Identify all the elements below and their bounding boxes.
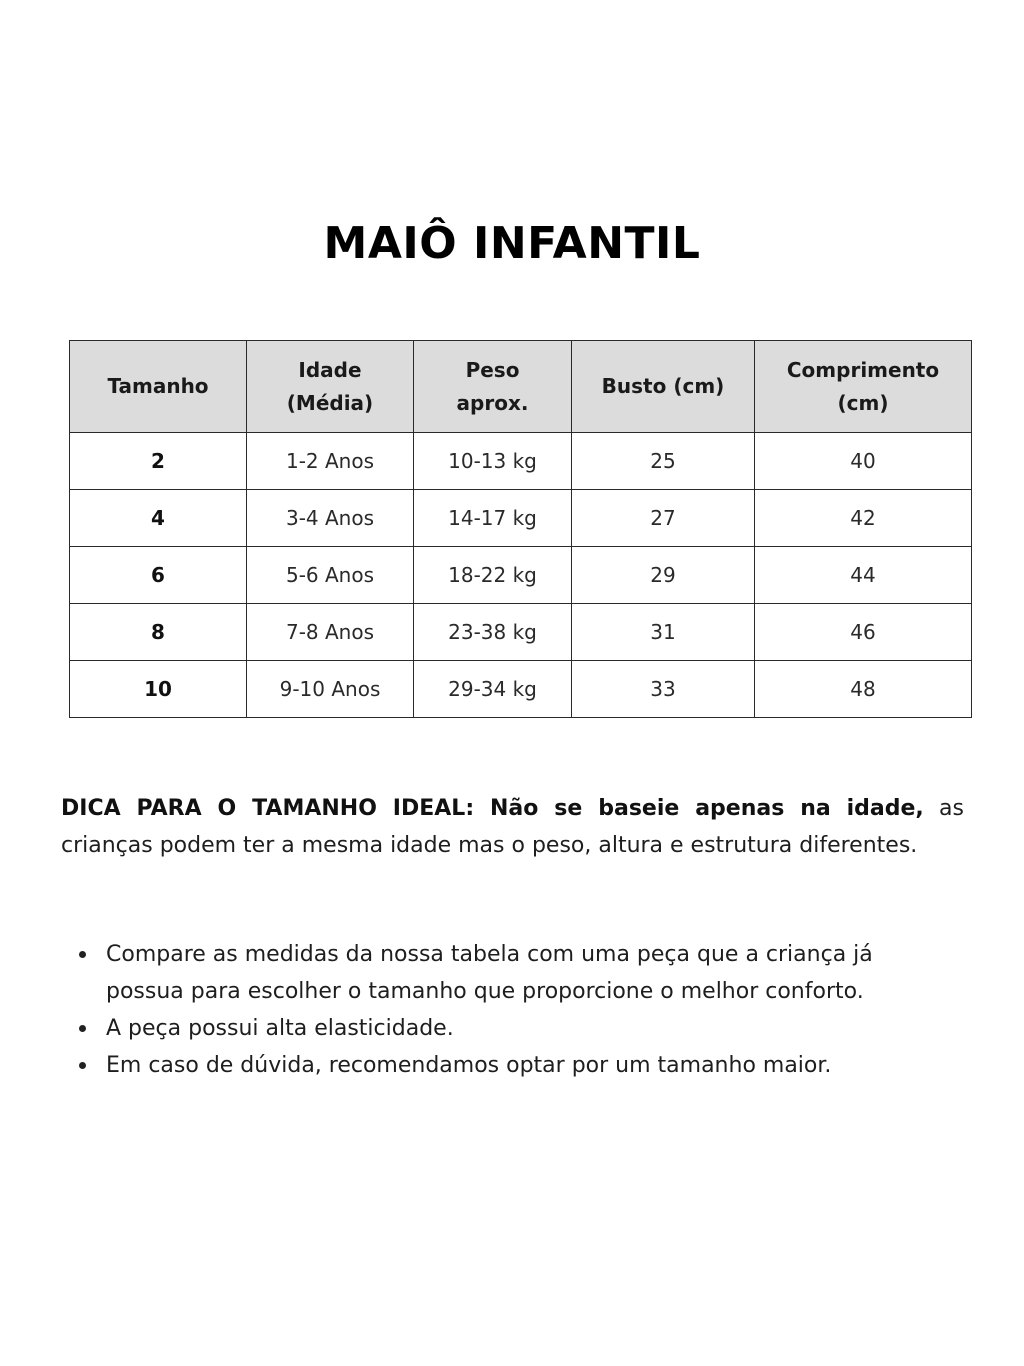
list-item-text: A peça possui alta elasticidade. xyxy=(106,1016,454,1041)
cell-bust: 29 xyxy=(572,547,755,604)
sizing-tip-text: as crianças podem ter a mesma idade mas o peso, altura e estrutura diferentes. xyxy=(61,796,964,858)
cell-weight: 29-34 kg xyxy=(414,661,572,718)
cell-size: 4 xyxy=(70,490,247,547)
cell-length: 44 xyxy=(755,547,972,604)
cell-age: 5-6 Anos xyxy=(247,547,414,604)
cell-bust: 27 xyxy=(572,490,755,547)
cell-age: 1-2 Anos xyxy=(247,433,414,490)
header-size-label: Tamanho xyxy=(107,374,209,398)
list-item xyxy=(106,1010,946,1047)
list-item-text: Compare as medidas da nossa tabela com uma peça que a criança já possua para escolher o tamanho que proporcione o melhor conforto. xyxy=(106,942,873,1004)
bullet-icon xyxy=(79,1025,86,1032)
cell-bust: 33 xyxy=(572,661,755,718)
cell-bust: 25 xyxy=(572,433,755,490)
cell-weight: 10-13 kg xyxy=(414,433,572,490)
header-row xyxy=(70,341,972,433)
cell-length: 42 xyxy=(755,490,972,547)
header-length-label-line2: (cm) xyxy=(837,390,889,415)
tips-list xyxy=(106,936,946,1084)
table-row xyxy=(70,547,972,604)
header-size xyxy=(70,341,247,433)
header-weight-label-line2: aprox. xyxy=(456,390,529,415)
cell-age: 9-10 Anos xyxy=(247,661,414,718)
cell-length: 46 xyxy=(755,604,972,661)
list-item xyxy=(106,936,946,1010)
cell-age: 7-8 Anos xyxy=(247,604,414,661)
list-item xyxy=(106,1047,946,1084)
cell-length: 40 xyxy=(755,433,972,490)
size-table-header xyxy=(70,341,972,433)
table-row xyxy=(70,661,972,718)
cell-size: 2 xyxy=(70,433,247,490)
cell-weight: 14-17 kg xyxy=(414,490,572,547)
list-item-text: Em caso de dúvida, recomendamos optar por um tamanho maior. xyxy=(106,1053,832,1078)
size-table xyxy=(69,340,972,718)
cell-length: 48 xyxy=(755,661,972,718)
table-row xyxy=(70,433,972,490)
header-bust xyxy=(572,341,755,433)
size-table-body xyxy=(70,433,972,718)
header-length xyxy=(755,341,972,433)
sizing-tip-heading: DICA PARA O TAMANHO IDEAL: Não se baseie apenas na idade, xyxy=(61,796,924,821)
header-age-label-line2: (Média) xyxy=(286,390,374,415)
header-weight-label-line1: Peso xyxy=(465,357,520,382)
page-title: MAIÔ INFANTIL xyxy=(323,218,701,269)
cell-bust: 31 xyxy=(572,604,755,661)
cell-age: 3-4 Anos xyxy=(247,490,414,547)
table-row xyxy=(70,490,972,547)
header-length-label-line1: Comprimento xyxy=(786,357,940,382)
table-row xyxy=(70,604,972,661)
cell-size: 10 xyxy=(70,661,247,718)
bullet-icon xyxy=(79,1062,86,1069)
bullet-icon xyxy=(79,951,86,958)
cell-size: 8 xyxy=(70,604,247,661)
header-age-label-line1: Idade xyxy=(298,357,362,382)
header-bust-label: Busto (cm) xyxy=(601,374,725,398)
cell-weight: 23-38 kg xyxy=(414,604,572,661)
cell-weight: 18-22 kg xyxy=(414,547,572,604)
cell-size: 6 xyxy=(70,547,247,604)
sizing-tip xyxy=(61,790,964,864)
header-weight xyxy=(414,341,572,433)
header-age xyxy=(247,341,414,433)
